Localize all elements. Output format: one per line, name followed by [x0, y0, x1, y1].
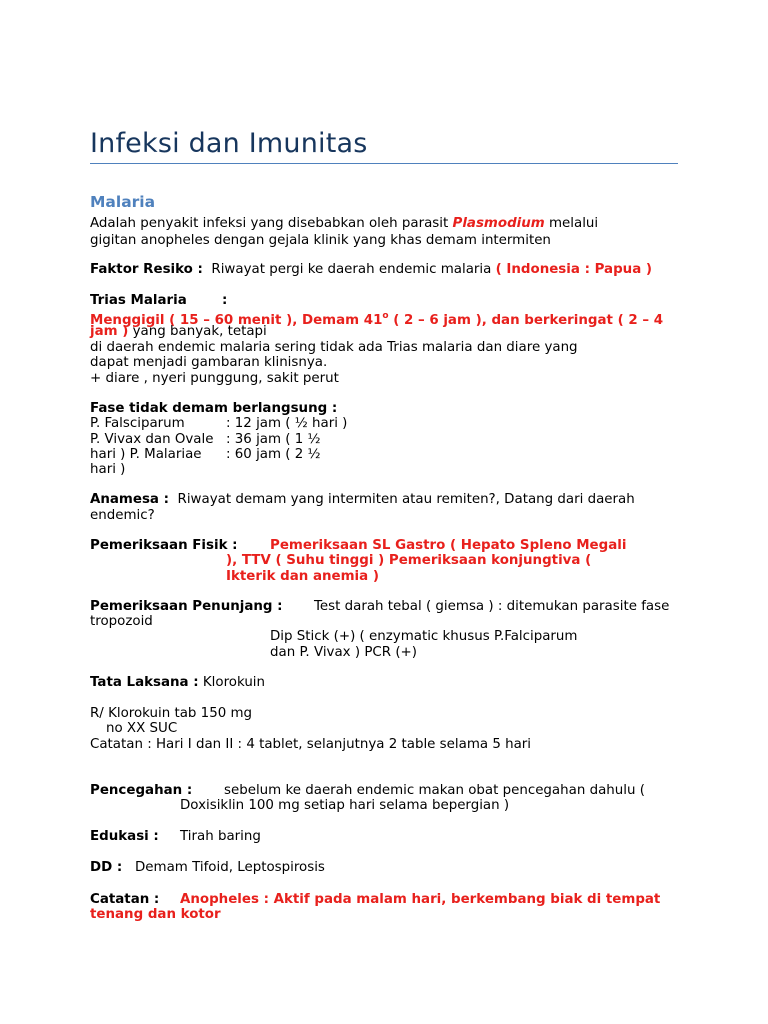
trias-colon: : [222, 293, 228, 308]
catatan-line-1: Anopheles : Aktif pada malam hari, berkembang biak di tempat [180, 892, 661, 907]
fase-label: Fase tidak demam berlangsung : [90, 401, 338, 416]
pencegahan-line-1: sebelum ke daerah endemic makan obat pencegahan dahulu ( [224, 783, 645, 798]
definition-text: Adalah penyakit infeksi yang disebabkan oleh parasit [90, 216, 453, 231]
anamesa-text: Riwayat demam yang intermiten atau remiten?, Datang dari daerah [177, 492, 635, 507]
document-title: Infeksi dan Imunitas [90, 128, 368, 159]
fase-row-left: hari ) P. Malariae [90, 447, 202, 462]
definition-line-2: gigitan anopheles dengan gejala klinik yang khas demam intermiten [90, 233, 551, 248]
penunjang-line-4: dan P. Vivax ) PCR (+) [270, 645, 417, 660]
trias-line-4: dapat menjadi gambaran klinisnya. [90, 355, 328, 370]
plasmodium-term: Plasmodium [452, 216, 545, 231]
dd-label: DD : [90, 860, 123, 875]
edukasi-label: Edukasi : [90, 829, 159, 844]
catatan-label: Catatan : [90, 892, 160, 907]
tata-text: Klorokuin [202, 675, 266, 690]
faktor-label: Faktor Resiko : [90, 262, 203, 277]
penunjang [90, 599, 283, 615]
penunjang-label: Pemeriksaan Penunjang : [90, 599, 283, 614]
fase-row-left: P. Vivax dan Ovale [90, 432, 214, 447]
resep-line-2: no XX SUC [106, 721, 178, 736]
anamesa-label: Anamesa : [90, 492, 169, 507]
fase-row-left: P. Falsciparum [90, 416, 185, 431]
penunjang-line-3: Dip Stick (+) ( enzymatic khusus P.Falciparum [270, 629, 578, 644]
trias-line-2 [90, 324, 267, 340]
fisik-line-2: ), TTV ( Suhu tinggi ) Pemeriksaan konjungtiva ( [226, 553, 592, 568]
edukasi-text: Tirah baring [180, 829, 261, 844]
dd-text: Demam Tifoid, Leptospirosis [135, 860, 325, 875]
pencegahan-label: Pencegahan : [90, 783, 193, 798]
penunjang-line-1: Test darah tebal ( giemsa ) : ditemukan parasite fase [314, 599, 670, 614]
trias-line-5: + diare , nyeri punggung, sakit perut [90, 371, 339, 386]
fisik-line-1: Pemeriksaan SL Gastro ( Hepato Spleno Megali [270, 538, 627, 553]
trias-line-2-rest: yang banyak, tetapi [128, 324, 267, 339]
anamesa [90, 492, 635, 508]
tata-laksana [90, 675, 265, 691]
fisik-label: Pemeriksaan Fisik : [90, 538, 238, 553]
resep-line-1: R/ Klorokuin tab 150 mg [90, 706, 253, 721]
fase-row-right: : 36 jam ( 1 ½ [226, 432, 321, 447]
anamesa-line-2: endemic? [90, 508, 155, 523]
trias-red-a: Menggigil ( 15 – 60 menit ), Demam 41 [90, 313, 383, 328]
title-rule [90, 163, 678, 164]
trias-line-3: di daerah endemic malaria sering tidak ada Trias malaria dan diare yang [90, 340, 578, 355]
trias-red-b: ( 2 – 6 jam ), dan berkeringat ( 2 – 4 [388, 313, 664, 328]
faktor-highlight: ( Indonesia : Papua ) [495, 262, 653, 277]
fase-row-right: : 60 jam ( 2 ½ [226, 447, 321, 462]
pencegahan-line-2: Doxisiklin 100 mg setiap hari selama bepergian ) [180, 798, 510, 813]
trias-red-jam: jam ) [90, 324, 129, 339]
definition-line-1 [90, 216, 598, 232]
section-heading: Malaria [90, 193, 156, 211]
degree-sup: o [382, 311, 389, 321]
fisik-line-3: Ikterik dan anemia ) [226, 569, 379, 584]
resep-line-3: Catatan : Hari I dan II : 4 tablet, selanjutnya 2 table selama 5 hari [90, 737, 532, 752]
trias-label: Trias Malaria [90, 293, 187, 308]
catatan-line-2: tenang dan kotor [90, 907, 221, 922]
fase-row-left: hari ) [90, 462, 126, 477]
fase-row-right: : 12 jam ( ½ hari ) [226, 416, 348, 431]
definition-text-end: melalui [544, 216, 599, 231]
faktor-resiko [90, 262, 652, 278]
tata-label: Tata Laksana : [90, 675, 199, 690]
penunjang-line-2: tropozoid [90, 614, 153, 629]
faktor-text: Riwayat pergi ke daerah endemic malaria [211, 262, 492, 277]
